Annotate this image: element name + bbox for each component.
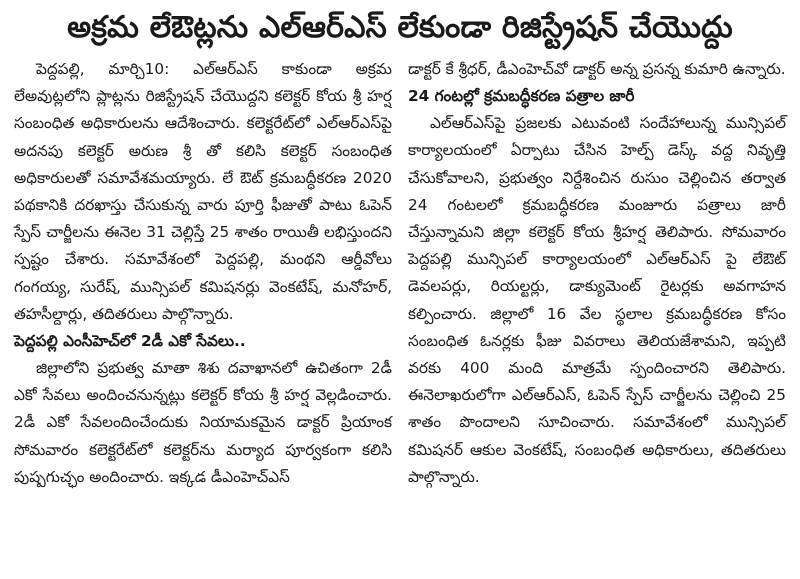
left-paragraph-2-text: జిల్లాలోని ప్రభుత్వ మాతా శిశు దవాఖానలో ఉచితంగా 2డీ ఎకో సేవలు అందించనున్నట్లు కలెక్టర్ కోయ శ్రీ హర్ష వెల్లడించారు. 2డీ ఎకో సేవలందించేందుకు నియామకమైన డాక్టర్ ప్రియాంక సోమవారం కలెక్టరేట్‌లో కలెక్టర్‌ను మర్యాద పూర్వకంగా కలిసి పుష్పగుచ్ఛం అందించారు. ఇక్కడ డీఎంహెచ్ఎస్ — [14, 359, 392, 486]
right-paragraph-2 — [408, 110, 786, 491]
headline: అక్రమ లేఔట్లను ఎల్‌ఆర్‌ఎస్ లేకుండా రిజిస్ట్రేషన్ చేయొద్దు — [67, 10, 733, 45]
article-columns — [14, 56, 786, 491]
right-paragraph-2-text: ఎల్‌ఆర్‌ఎస్‌పై ప్రజలకు ఎటువంటి సందేహాలున్న మున్సిపల్ కార్యాలయంలో ఏర్పాటు చేసిన హెల్ప్ డెస్క్ వద్ద నివృత్తి చేసుకోవాలని, ప్రభుత్వం నిర్దేశించిన రుసుం చెల్లించిన తర్వాత 24 గంటలలో క్రమబద్ధీకరణ మంజూరు పత్రాలు జారీ చేస్తున్నామని జిల్లా కలెక్టర్ కోయ శ్రీహర్ష తెలిపారు. సోమవారం పెద్దపల్లి మున్సిపల్ కార్యాలయంలో ఎల్‌ఆర్‌ఎస్ పై లేఔట్ డెవలపర్లు, రియల్టర్లు, డాక్యుమెంట్ రైటర్లకు అవగాహన కల్పించారు. జిల్లాలో 16 వేల స్థలాల క్రమబద్ధీకరణ కోసం సంబంధిత ఓనర్లకు ఫీజు వివరాలు తెలియజేశామని, ఇప్పటి వరకు 400 మంది మాత్రమే స్పందించారని తెలిపారు. ఈనెలాఖరులోగా ఎల్‌ఆర్‌ఎస్, ఓపెన్ స్పేస్ చార్జీలను చెల్లించి 25 శాతం పొందాలని సూచించారు. సమావేశంలో మున్సిపల్ కమిషనర్ ఆకుల వెంకటేష్, సంబంధిత అధికారులు, తదితరులు పాల్గొన్నారు. — [408, 114, 786, 486]
left-column — [14, 56, 392, 491]
left-paragraph-1-text: పెద్దపల్లి, మార్చి10: ఎల్‌ఆర్‌ఎస్ కాకుండా అక్రమ లేఅవుట్లలోని ప్లాట్లను రిజిస్ట్రేషన్ చేయొద్దని కలెక్టర్ కోయ శ్రీ హర్ష సంబంధిత అధికారులను ఆదేశించారు. కలెక్టరేట్‌లో ఎల్‌ఆర్‌ఎస్‌పై అదనపు కలెక్టర్ అరుణ శ్రీ తో కలిసి కలెక్టర్ సంబంధిత అధికారులతో సమావేశమయ్యారు. లే ఔట్ క్రమబద్ధీకరణ 2020 పథకానికి దరఖాస్తు చేసుకున్న వారు పూర్తి ఫీజుతో పాటు ఓపెన్ స్పేస్ చార్జీలను ఈనెల 31 చెల్లిస్తే 25 శాతం రాయితీ లభిస్తుందని స్పష్టం చేశారు. సమావేశంలో పెద్దపల్లి, మంథని ఆర్డీవోలు గంగయ్య, సురేష్, మున్సిపల్ కమిషనర్లు వెంకటేష్, మనోహర్, తహసీల్దార్లు, తదితరులు పాల్గొన్నారు. — [14, 60, 392, 323]
right-paragraph-1: డాక్టర్ కే శ్రీధర్, డీఎంహెచ్‌వో డాక్టర్ అన్న ప్రసన్న కుమారి ఉన్నారు. — [408, 60, 786, 78]
left-paragraph-1 — [14, 56, 392, 328]
right-subheading: 24 గంటల్లో క్రమబద్ధీకరణ పత్రాల జారీ — [408, 87, 635, 106]
left-paragraph-2 — [14, 355, 392, 491]
left-subheading: పెద్దపల్లి ఎంసీహెచ్‌లో 2డీ ఎకో సేవలు.. — [14, 332, 246, 351]
right-column — [408, 56, 786, 491]
